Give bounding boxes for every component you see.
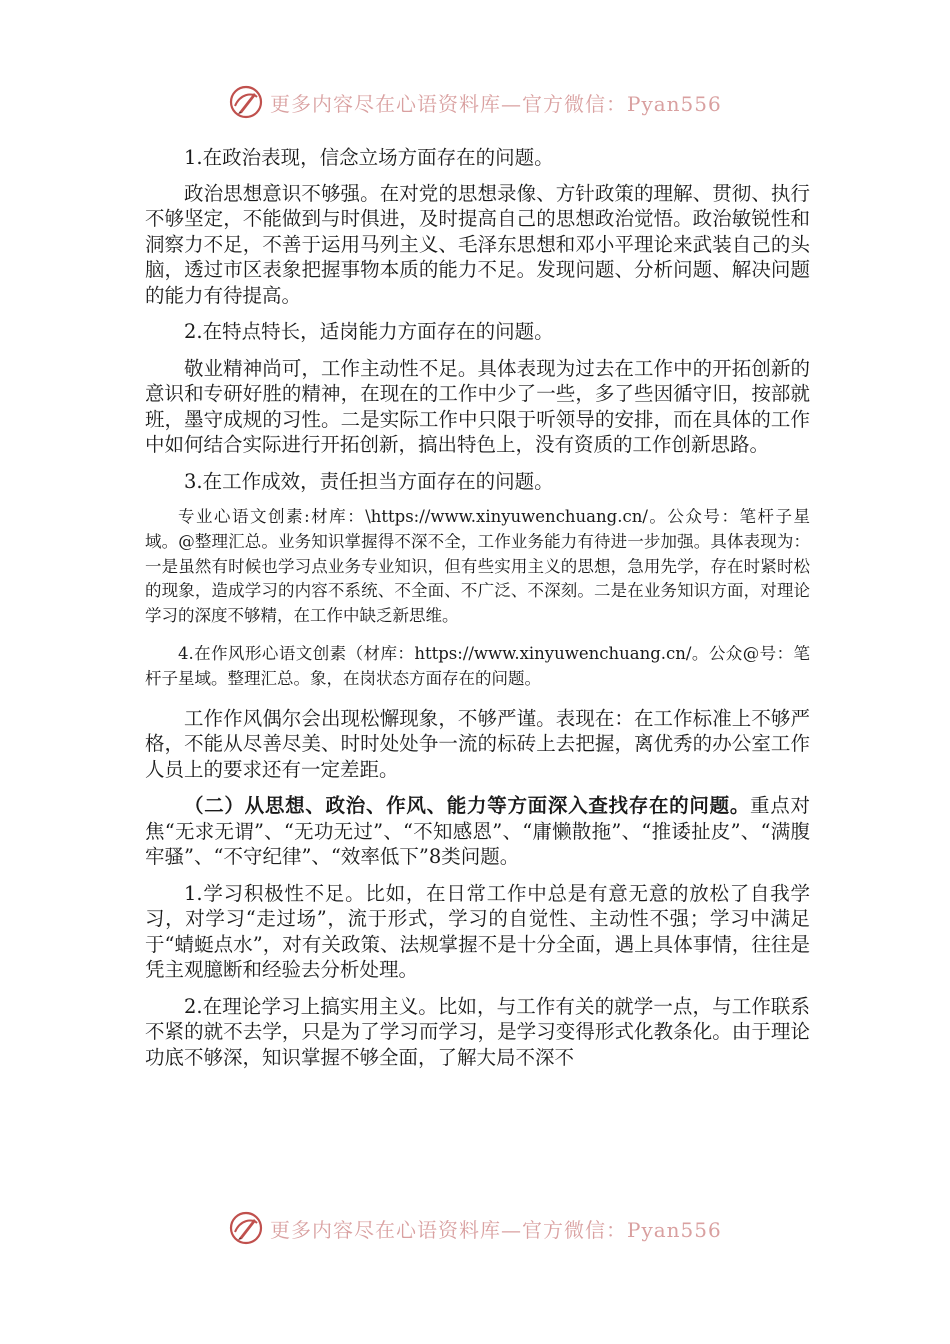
paragraph: 1.在政治表现，信念立场方面存在的问题。 bbox=[184, 146, 554, 169]
banner-text: 更多内容尽在心语资料库—官方微信：Pyan556 bbox=[270, 91, 722, 116]
paragraph: 2.在理论学习上搞实用主义。比如，与工作有关的就学一点，与工作联系不紧的就不去学，只是为了学习而学习，是学习变得形式化教条化。由于理论功底不够深，知识掌握不够全面，了解大局不深不 bbox=[145, 994, 810, 1069]
paragraph: 政治思想意识不够强。在对党的思想录像、方针政策的理解、贯彻、执行不够坚定，不能做到与时俱进，及时提高自己的思想政治觉悟。政治敏锐性和洞察力不足，不善于运用马列主义、毛泽东思想和邓小平理论来武装自己的头脑，透过市区表象把握事物本质的能力不足。发现问题、分析问题、解决问题的能力有待提高。 bbox=[145, 181, 810, 307]
paragraph: 3.在工作成效，责任担当方面存在的问题。 bbox=[184, 469, 554, 493]
paragraph: 工作作风偶尔会出现松懈现象，不够严谨。表现在：在工作标准上不够严格，不能从尽善尽美、时时处处争一流的标砖上去把握，离优秀的办公室工作人员上的要求还有一定差距。 bbox=[145, 706, 810, 781]
paragraph: 1.学习积极性不足。比如，在日常工作中总是有意无意的放松了自我学习，对学习“走过场”，流于形式，学习的自觉性、主动性不强；学习中满足于“蜻蜓点水”，对有关政策、法规掌握不是十分全面，遇上具体事情，往往是凭主观臆断和经验去分析处理。 bbox=[145, 881, 810, 982]
paragraph: 敬业精神尚可，工作主动性不足。具体表现为过去在工作中的开拓创新的意识和专研好胜的精神，在现在的工作中少了一些，多了些因循守旧，按部就班，墨守成规的习性。二是实际工作中只限于听领导的安排，而在具体的工作中如何结合实际进行开拓创新，搞出特色上，没有资质的工作创新思路。 bbox=[145, 356, 810, 456]
section-heading-paragraph bbox=[145, 793, 810, 870]
banner-text: 更多内容尽在心语资料库—官方微信：Pyan556 bbox=[270, 1217, 722, 1242]
section-heading: （二）从思想、政治、作风、能力等方面深入查找存在的问题。 bbox=[184, 794, 751, 818]
pen-swirl-icon bbox=[228, 1210, 264, 1246]
document-body bbox=[145, 145, 810, 1070]
watermark-banner-bottom bbox=[228, 1208, 748, 1248]
watermark-banner-top bbox=[228, 82, 748, 122]
paragraph: 4.在作风形心语文创素（材库：https://www.xinyuwenchuang.cn/。公众@号：笔杆子星域。整理汇总。象，在岗状态方面存在的问题。 bbox=[145, 643, 810, 688]
paragraph: 2.在特点特长，适岗能力方面存在的问题。 bbox=[184, 320, 554, 343]
section-heading-body: 重点对焦“无求无谓”、“无功无过”、“不知感恩”、“庸懒散拖”、“推诿扯皮”、“满腹牢骚”、“不守纪律”、“效率低下”8类问题。 bbox=[145, 794, 810, 869]
paragraph: 专业心语文创素:材库：\https://www.xinyuwenchuang.cn/。公众号：笔杆子星域。@整理汇总。业务知识掌握得不深不全，工作业务能力有待进一步加强。具体表现为：一是虽然有时候也学习点业务专业知识，但有些实用主义的思想，急用先学，存在时紧时松的现象，造成学习的内容不系统、不全面、不广泛、不深刻。二是在业务知识方面，对理论学习的深度不够精，在工作中缺乏新思维。 bbox=[145, 507, 810, 626]
pen-swirl-icon bbox=[228, 84, 264, 120]
